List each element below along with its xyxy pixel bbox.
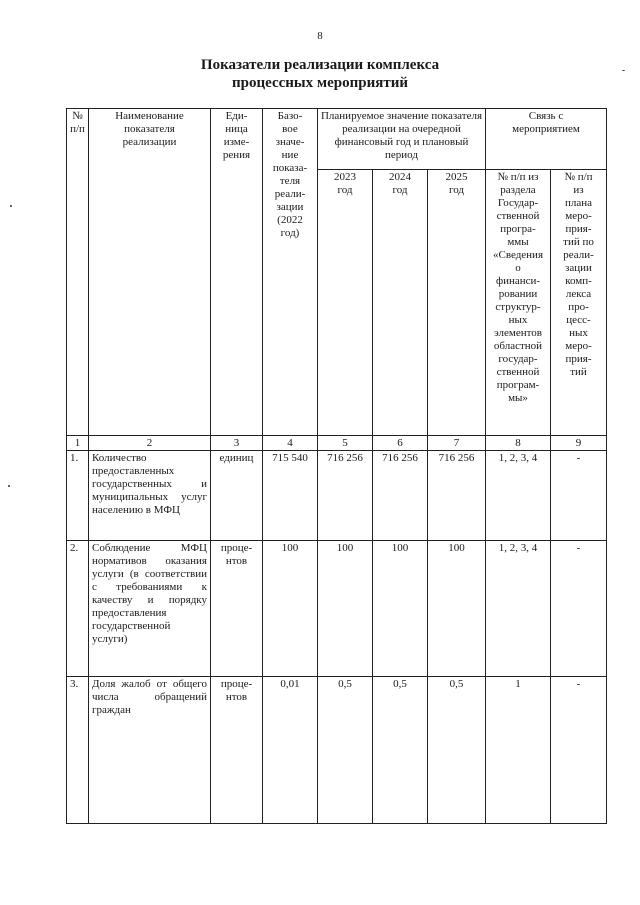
row-2023: 716 256 [318,451,373,541]
col-number: 9 [551,436,607,451]
row-link-plan: - [551,541,607,677]
col-number: 7 [428,436,486,451]
row-2025: 716 256 [428,451,486,541]
row-link-state: 1, 2, 3, 4 [486,541,551,677]
page-number: 8 [317,30,323,42]
row-unit: проце- нтов [211,541,263,677]
row-link-state: 1 [486,677,551,824]
row-link-state: 1, 2, 3, 4 [486,451,551,541]
scan-speck [8,485,10,487]
header-2025: 2025 год [428,170,486,436]
col-number: 8 [486,436,551,451]
header-link-state-program: № п/п из раздела Государ- ственной програ- ммы «Сведения о финанси- ровании структур- ных элементов областной государ- ственной програм- мы» [486,170,551,436]
row-base: 0,01 [263,677,318,824]
column-numbers-row [67,436,607,451]
row-link-plan: - [551,451,607,541]
row-2023: 0,5 [318,677,373,824]
table-row [67,677,607,824]
table-row [67,451,607,541]
row-num: 1. [67,451,89,541]
header-link: Связь с мероприятием [486,109,607,170]
row-2025: 100 [428,541,486,677]
row-unit: проце- нтов [211,677,263,824]
title-line-2: процессных мероприятий [231,75,408,91]
header-num: № п/п [67,109,89,436]
row-2025: 0,5 [428,677,486,824]
header-2024: 2024 год [373,170,428,436]
col-number: 3 [211,436,263,451]
header-link-plan: № п/п из плана меро- прия- тий по реали- зации комп- лекса про- цесс- ных меро- прия- тий [551,170,607,436]
header-2023: 2023 год [318,170,373,436]
header-unit: Еди- ница изме- рения [211,109,263,436]
col-number: 5 [318,436,373,451]
page-title [0,56,640,92]
scan-speck [622,70,625,71]
row-unit: единиц [211,451,263,541]
row-base: 715 540 [263,451,318,541]
table-row [67,541,607,677]
col-number: 1 [67,436,89,451]
row-2023: 100 [318,541,373,677]
row-name: Доля жалоб от общего числа обращений граждан [89,677,211,824]
row-name: Соблюдение МФЦ нормативов оказания услуги (в соответствии с требованиями к качеству и порядку предоставления государственной услуги) [89,541,211,677]
row-2024: 100 [373,541,428,677]
row-name: Количество предоставленных государственных и муниципальных услуг населению в МФЦ [89,451,211,541]
header-row-1 [67,109,607,170]
row-base: 100 [263,541,318,677]
scan-speck [10,205,12,207]
col-number: 4 [263,436,318,451]
header-base: Базо- вое значе- ние показа- теля реали- зации (2022 год) [263,109,318,436]
col-number: 6 [373,436,428,451]
col-number: 2 [89,436,211,451]
header-name: Наименование показателя реализации [89,109,211,436]
row-num: 3. [67,677,89,824]
row-2024: 716 256 [373,451,428,541]
row-2024: 0,5 [373,677,428,824]
indicators-table [66,108,607,824]
row-link-plan: - [551,677,607,824]
row-num: 2. [67,541,89,677]
title-line-1: Показатели реализации комплекса [200,57,440,73]
header-planned: Планируемое значение показателя реализации на очередной финансовый год и плановый период [318,109,486,170]
